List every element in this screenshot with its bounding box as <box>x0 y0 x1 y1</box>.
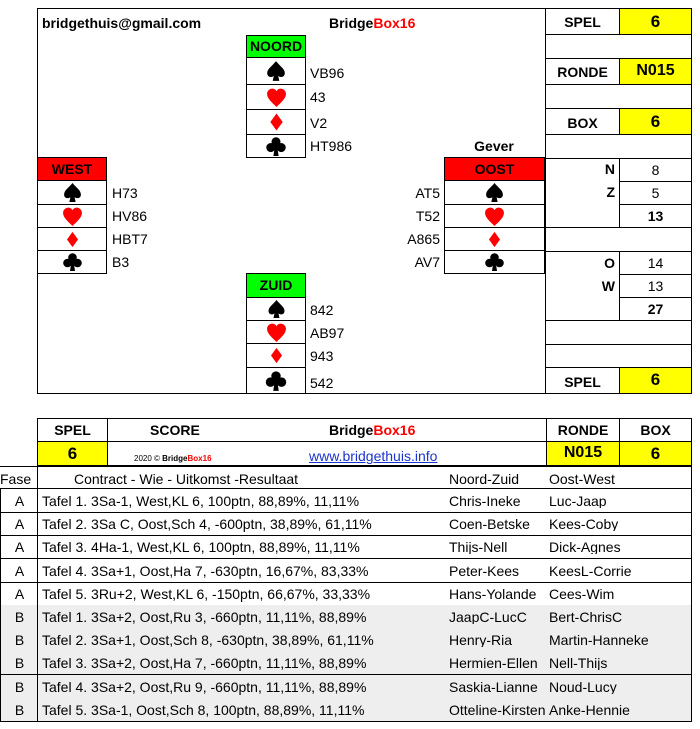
score-spel-value: 6 <box>67 444 78 463</box>
oost-clubs: AV7 <box>414 254 440 270</box>
noord-spades: VB96 <box>310 65 345 81</box>
row-ow-pair: Luc-Jaap <box>549 494 607 508</box>
west-spades: H73 <box>112 185 138 201</box>
side-blank-2 <box>545 84 692 109</box>
row-fase: A <box>14 539 25 555</box>
row-ow-pair: Dick-Agnes <box>549 540 621 554</box>
row-fase: B <box>14 609 25 625</box>
nz-total: 13 <box>647 208 664 224</box>
zuid-clubs: 542 <box>310 375 334 391</box>
row-nz-pair: Hermien-Ellen <box>449 656 538 670</box>
row-nz-pair: Otteline-Kirsten <box>449 703 546 717</box>
table-row <box>0 698 692 722</box>
z-label: Z <box>606 184 615 200</box>
zuid-spades: 842 <box>310 302 334 318</box>
zuid-heart-icon <box>246 320 306 344</box>
box-value: 6 <box>650 112 661 131</box>
noord-diamonds: V2 <box>310 115 328 131</box>
ronde-value: N015 <box>636 62 675 79</box>
oost-label: OOST <box>444 157 545 181</box>
table-row <box>0 559 692 583</box>
spel-bottom-value: 6 <box>650 370 661 389</box>
n-label: N <box>604 161 615 177</box>
noord-clubs: HT986 <box>310 138 353 154</box>
oost-spades: AT5 <box>415 185 440 201</box>
row-ow-pair: KeesL-Corrie <box>549 564 632 578</box>
score-ronde-label: RONDE <box>557 422 609 438</box>
ronde-label: RONDE <box>557 64 608 80</box>
table-row <box>0 675 692 699</box>
row-fase: B <box>14 632 25 648</box>
row-ow-pair: Cees-Wim <box>549 587 615 601</box>
noord-spade-icon <box>246 57 306 85</box>
spel-value: 6 <box>650 12 661 31</box>
row-fase: A <box>14 516 25 532</box>
website-link[interactable]: www.bridgethuis.info <box>309 448 438 464</box>
w-label: W <box>601 278 615 294</box>
col-fase: Fase <box>0 471 32 487</box>
west-clubs: B3 <box>112 254 130 270</box>
score-ronde-value: N015 <box>563 444 603 461</box>
row-contract: Tafel 2. 3Sa+1, Oost,Sch 8, -630ptn, 38,89%, 61,11% <box>42 632 374 648</box>
score-copyright: 2020 © BridgeBox16 <box>134 454 212 463</box>
row-fase: A <box>14 586 25 602</box>
row-ow-pair: Anke-Hennie <box>549 703 630 717</box>
zuid-hearts: AB97 <box>310 325 345 341</box>
table-row <box>0 535 692 559</box>
o-label: O <box>604 255 615 271</box>
row-contract: Tafel 5. 3Ru+2, West,KL 6, -150ptn, 66,67%, 33,33% <box>42 586 371 602</box>
row-nz-pair: Saskia-Lianne <box>449 680 538 694</box>
col-ow: Oost-West <box>549 471 615 487</box>
ow-total: 27 <box>647 301 664 317</box>
row-contract: Tafel 1. 3Sa-1, West,KL 6, 100ptn, 88,89%, 11,11% <box>42 493 360 509</box>
zuid-diamond-icon <box>246 343 306 368</box>
row-nz-pair: Chris-Ineke <box>449 494 521 508</box>
row-contract: Tafel 5. 3Sa-1, Oost,Sch 8, 100ptn, 88,89%, 11,11% <box>42 702 365 718</box>
score-box-label: BOX <box>640 422 671 438</box>
west-hearts: HV86 <box>112 208 148 224</box>
oost-spade-icon <box>444 180 545 205</box>
row-ow-pair: Kees-Coby <box>549 517 619 531</box>
row-contract: Tafel 3. 4Ha-1, West,KL 6, 100ptn, 88,89%, 11,11% <box>42 539 360 555</box>
row-fase: B <box>14 679 25 695</box>
score-brand-title: BridgeBox16 <box>329 422 416 438</box>
o-value: 14 <box>647 255 664 271</box>
zuid-label: ZUID <box>246 273 306 298</box>
zuid-diamonds: 943 <box>310 348 334 364</box>
west-label: WEST <box>37 157 107 181</box>
table-row <box>0 651 692 675</box>
row-nz-pair: JaapC-LucC <box>449 610 527 624</box>
dealer-label: Gever <box>474 138 514 154</box>
spel-label: SPEL <box>564 14 601 30</box>
west-diamond-icon <box>37 227 107 251</box>
row-nz-pair: Hans-Yolande <box>449 587 537 601</box>
zuid-spade-icon <box>246 297 306 321</box>
oost-diamonds: A865 <box>407 231 440 247</box>
side-blank-1 <box>545 34 692 59</box>
spel-bottom-label: SPEL <box>564 374 601 390</box>
n-value: 8 <box>651 162 660 178</box>
noord-club-icon <box>246 134 306 158</box>
score-box-value: 6 <box>650 444 661 463</box>
side-blank-5 <box>545 320 692 345</box>
zuid-club-icon <box>246 367 306 394</box>
w-value: 13 <box>647 278 664 294</box>
side-blank-3 <box>545 134 692 159</box>
noord-label: NOORD <box>246 35 306 58</box>
box-label: BOX <box>567 115 598 131</box>
row-nz-pair: Peter-Kees <box>449 564 520 578</box>
col-contract: Contract - Wie - Uitkomst -Resultaat <box>74 471 299 487</box>
row-contract: Tafel 4. 3Sa+2, Oost,Ru 9, -660ptn, 11,11%, 88,89% <box>42 679 367 695</box>
row-fase: B <box>14 702 25 718</box>
row-ow-pair: Bert-ChrisC <box>549 610 623 624</box>
west-diamonds: HBT7 <box>112 231 148 247</box>
side-blank-4 <box>545 227 692 252</box>
row-nz-pair: Thijs-Nell <box>449 540 508 554</box>
noord-diamond-icon <box>246 109 306 135</box>
west-heart-icon <box>37 204 107 228</box>
row-ow-pair: Martin-Hanneke <box>549 633 649 647</box>
email-text: bridgethuis@gmail.com <box>42 15 202 31</box>
table-row <box>0 582 692 606</box>
row-nz-pair: Coen-Betske <box>449 517 530 531</box>
oost-diamond-icon <box>444 227 545 251</box>
z-value: 5 <box>651 185 660 201</box>
west-club-icon <box>37 250 107 274</box>
row-fase: A <box>14 563 25 579</box>
oost-hearts: T52 <box>415 208 440 224</box>
row-contract: Tafel 2. 3Sa C, Oost,Sch 4, -600ptn, 38,89%, 61,11% <box>42 516 372 532</box>
oost-heart-icon <box>444 204 545 228</box>
row-nz-pair: Henry-Ria <box>449 633 513 647</box>
table-row <box>0 512 692 536</box>
row-fase: B <box>14 655 25 671</box>
row-ow-pair: Nell-Thijs <box>549 656 608 670</box>
row-contract: Tafel 3. 3Sa+2, Oost,Ha 7, -660ptn, 11,11%, 88,89% <box>42 655 367 671</box>
score-label: SCORE <box>150 422 200 438</box>
west-spade-icon <box>37 180 107 205</box>
oost-club-icon <box>444 250 545 274</box>
table-row <box>0 628 692 652</box>
table-row <box>0 489 692 513</box>
row-contract: Tafel 1. 3Sa+2, Oost,Ru 3, -660ptn, 11,11%, 88,89% <box>42 609 367 625</box>
noord-hearts: 43 <box>310 89 326 105</box>
row-contract: Tafel 4. 3Sa+1, Oost,Ha 7, -630ptn, 16,67%, 83,33% <box>42 563 369 579</box>
score-spel-label: SPEL <box>54 422 91 438</box>
row-ow-pair: Noud-Lucy <box>549 680 617 694</box>
table-row <box>0 605 692 629</box>
brand-title: BridgeBox16 <box>329 15 416 31</box>
col-nz: Noord-Zuid <box>449 471 520 487</box>
noord-heart-icon <box>246 84 306 110</box>
row-fase: A <box>14 493 25 509</box>
